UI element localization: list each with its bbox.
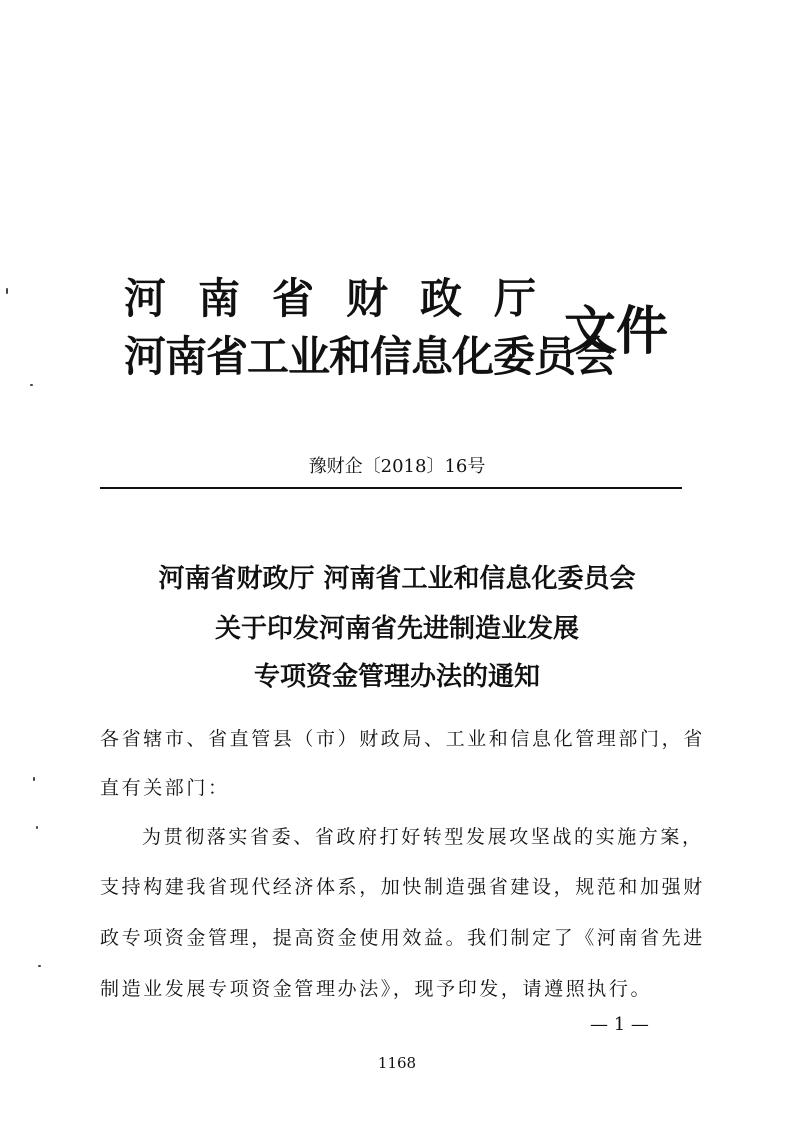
title-line-3: 专项资金管理办法的通知 bbox=[253, 662, 540, 692]
body-line: 直有关部门： bbox=[100, 777, 230, 799]
scan-speck bbox=[33, 777, 35, 781]
page-number-mark: — 1 — bbox=[590, 1014, 649, 1035]
body-line: 为贯彻落实省委、省政府打好转型发展攻坚战的实施方案， bbox=[142, 826, 704, 848]
issuer-industry-committee: 河南省工业和信息化委员会 bbox=[124, 332, 617, 381]
header-divider bbox=[100, 487, 682, 489]
scan-speck bbox=[38, 965, 41, 967]
document-type-label: 文件 bbox=[564, 301, 669, 362]
title-line-1: 河南省财政厅 河南省工业和信息化委员会 bbox=[158, 564, 636, 594]
body-line: 各省辖市、省直管县（市）财政局、工业和信息化管理部门，省 bbox=[100, 728, 705, 750]
document-number: 豫财企〔2018〕16号 bbox=[308, 456, 486, 477]
title-line-2: 关于印发河南省先进制造业发展 bbox=[214, 614, 579, 644]
document-header bbox=[124, 270, 684, 390]
footer-number: 1168 bbox=[377, 1054, 417, 1072]
scan-speck bbox=[36, 826, 38, 829]
body-line: 政专项资金管理，提高资金使用效益。我们制定了《河南省先进 bbox=[100, 927, 705, 949]
scan-speck bbox=[6, 288, 8, 294]
body-line: 制造业发展专项资金管理办法》，现予印发，请遵照执行。 bbox=[100, 978, 653, 1000]
scan-speck bbox=[30, 384, 33, 386]
body-line: 支持构建我省现代经济体系，加快制造强省建设，规范和加强财 bbox=[100, 876, 705, 898]
issuer-finance-department: 河南省财政厅 bbox=[124, 274, 569, 323]
